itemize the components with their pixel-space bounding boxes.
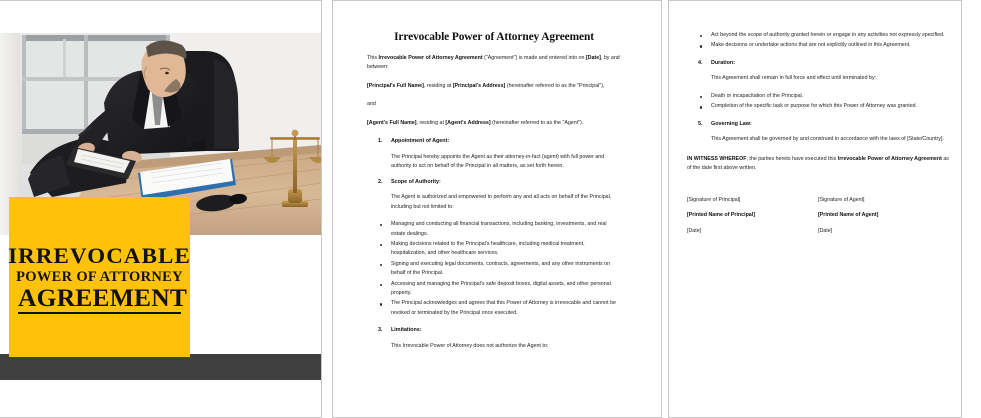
list-item: Make decisions or undertake actions that are not explicitly outlined in this Agreement. bbox=[687, 41, 949, 50]
and-connector: and bbox=[367, 101, 376, 108]
section-1-number: 1. bbox=[378, 138, 383, 145]
cover-title-line-3: AGREEMENT bbox=[18, 283, 188, 312]
agent-post: (hereinafter referred to as the "Agent"). bbox=[490, 119, 584, 126]
signature-row-dates bbox=[687, 227, 949, 235]
intro-agreement-name: Irrevocable Power of Attorney Agreement bbox=[378, 55, 483, 61]
principal-name-placeholder: [Principal's Full Name] bbox=[367, 82, 424, 89]
section-2-number: 2. bbox=[378, 178, 383, 185]
signature-block bbox=[687, 196, 949, 235]
section-1-heading bbox=[367, 137, 621, 146]
document-page-3[interactable] bbox=[668, 0, 962, 418]
printed-name-principal-field: [Printed Name of Principal] bbox=[687, 212, 755, 219]
section-scope-of-authority bbox=[367, 178, 621, 319]
list-item: Making decisions related to the Principal's healthcare, including medical treatment, hospitalization, and other healthcare services. bbox=[367, 240, 621, 259]
cover-title-line-1: IRREVOCABLE bbox=[8, 243, 191, 268]
list-item: Signing and executing legal documents, contracts, agreements, and any other instruments on behalf of the Principal. bbox=[367, 260, 621, 279]
list-item: Act beyond the scope of authority granted herein or engage in any activities not expressly specified. bbox=[687, 31, 949, 40]
agent-address-placeholder: [Agent's Address] bbox=[445, 119, 491, 126]
witness-clause bbox=[687, 155, 949, 174]
intro-post: , by and between: bbox=[367, 55, 620, 71]
section-3-title: Limitations: bbox=[391, 327, 422, 334]
cover-footer-band bbox=[0, 354, 321, 380]
agent-paragraph bbox=[367, 119, 621, 128]
section-4-title: Duration: bbox=[711, 59, 735, 66]
printed-name-agent-field: [Printed Name of Agent] bbox=[818, 212, 879, 219]
list-item: The Principal acknowledges and agrees that this Power of Attorney is irrevocable and cannot be revoked or terminated by the Principal once executed. bbox=[367, 299, 621, 318]
witness-agreement-name: Irrevocable Power of Attorney Agreement bbox=[837, 155, 942, 162]
witness-post: as of the date first above written. bbox=[687, 155, 949, 172]
cover-title-box bbox=[9, 197, 190, 357]
section-duration bbox=[687, 59, 949, 112]
agent-mid: , residing at bbox=[416, 119, 446, 126]
section-5-number: 5. bbox=[698, 120, 703, 127]
cover-title-text bbox=[9, 245, 190, 314]
date-principal-field: [Date] bbox=[687, 227, 702, 234]
section-4-number: 4. bbox=[698, 59, 703, 66]
limitations-bullet-list bbox=[687, 31, 949, 51]
list-item: Completion of the specific task or purpose for which this Power of Attorney was granted. bbox=[687, 102, 949, 111]
intro-mid: ("Agreement") is made and entered into on bbox=[482, 55, 586, 61]
section-3-number: 3. bbox=[378, 327, 383, 334]
principal-post: (hereinafter referred to as the "Principal"), bbox=[505, 82, 605, 89]
agent-name-placeholder: [Agent's Full Name] bbox=[367, 119, 417, 126]
document-page-1[interactable] bbox=[0, 0, 322, 418]
list-item: Managing and conducting all financial transactions, including banking, investments, and real estate dealings. bbox=[367, 220, 621, 239]
witness-mid: , the parties hereto have executed this bbox=[746, 155, 838, 162]
cover-title-line-2: POWER OF ATTORNEY bbox=[16, 268, 183, 285]
section-appointment-of-agent bbox=[367, 137, 621, 171]
section-4-body: This Agreement shall remain in full force and effect until terminated by: bbox=[711, 75, 877, 82]
signature-row-signatures bbox=[687, 196, 949, 204]
list-item: Accessing and managing the Principal's safe deposit boxes, digital assets, and other personal property. bbox=[367, 280, 621, 299]
section-1-title: Appointment of Agent: bbox=[391, 138, 450, 145]
section-governing-law bbox=[687, 120, 949, 145]
section-3-body: This Irrevocable Power of Attorney does not authorize the Agent to: bbox=[391, 342, 549, 349]
witness-lead-in: IN WITNESS WHEREOF bbox=[687, 155, 747, 162]
intro-paragraph bbox=[367, 54, 621, 73]
section-5-heading bbox=[687, 120, 949, 129]
page-2-content bbox=[367, 31, 621, 357]
principal-paragraph bbox=[367, 82, 621, 91]
section-2-body: The Agent is authorized and empowered to perform any and all acts on behalf of the Principal, including but not limited to: bbox=[391, 194, 612, 210]
section-4-heading bbox=[687, 59, 949, 68]
section-limitations bbox=[367, 326, 621, 351]
signature-agent-field: [Signature of Agent] bbox=[818, 196, 865, 203]
principal-mid: , residing at bbox=[423, 82, 453, 89]
scope-of-authority-bullet-list bbox=[367, 220, 621, 318]
page-3-content bbox=[687, 31, 949, 242]
intro-date-placeholder: [Date] bbox=[585, 55, 601, 61]
intro-pre: This bbox=[367, 55, 379, 61]
signature-principal-field: [Signature of Principal] bbox=[687, 196, 741, 203]
section-1-body: The Principal hereby appoints the Agent as their attorney-in-fact (agent) with full power and authority to act on behalf of the Principal in all matters, as set forth herein. bbox=[391, 153, 605, 170]
section-2-title: Scope of Authority: bbox=[391, 178, 441, 185]
document-page-2[interactable] bbox=[332, 0, 662, 418]
list-item: Death or incapacitation of the Principal. bbox=[687, 92, 949, 101]
signature-row-printed-names bbox=[687, 211, 949, 219]
section-2-heading bbox=[367, 178, 621, 187]
section-5-title: Governing Law: bbox=[711, 120, 752, 127]
duration-bullet-list bbox=[687, 92, 949, 112]
section-5-body: This Agreement shall be governed by and construed in accordance with the laws of [State/Country]. bbox=[711, 136, 944, 143]
date-agent-field: [Date] bbox=[818, 227, 833, 234]
page-title: Irrevocable Power of Attorney Agreement bbox=[394, 31, 594, 43]
section-3-heading bbox=[367, 326, 621, 335]
principal-address-placeholder: [Principal's Address] bbox=[452, 82, 506, 89]
